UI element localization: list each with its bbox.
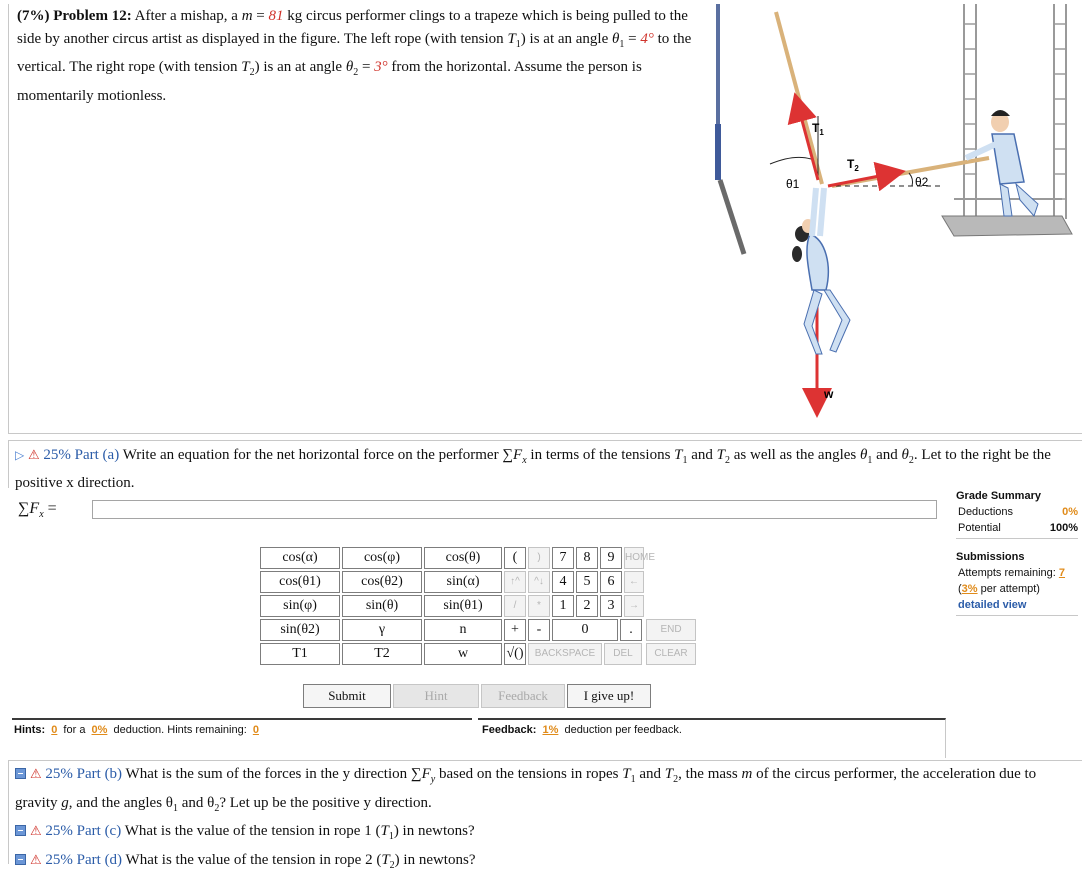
key-9[interactable]: 9 <box>600 547 622 569</box>
T2-arrow <box>828 172 900 186</box>
part-c-row[interactable]: ⚠ 25% Part (c) What is the value of the tension in rope 1 $(T_1)$ in newtons? <box>15 820 1076 849</box>
key-home[interactable]: HOME <box>624 547 644 569</box>
key-3[interactable]: 3 <box>600 595 622 617</box>
key-sin-2[interactable]: sin(θ2) <box>260 619 340 641</box>
problem-panel <box>8 4 1082 434</box>
problem-statement: (7%) Problem 12: After a mishap, a m = 81 kg circus performer clings to a trapeze which is being pulled to the side by another circus artist as displayed in the figure. The left rope (with tension $T_1$) is at an angle $\theta_1 = 4^\circ$ to the vertical. The right rope (with tension $T_2$) is an at angle $\theta_2 = 3^\circ$ from the horizontal. Assume the person is momentarily motionless. <box>17 5 707 107</box>
grade-summary-title: Grade Summary <box>956 488 1078 504</box>
problem-weight: (7%) <box>17 8 50 24</box>
hints-remaining: 0 <box>250 724 262 736</box>
key-sqrt[interactable]: √() <box>504 643 526 665</box>
warning-icon: ⚠ <box>30 766 42 781</box>
key-2[interactable]: 2 <box>576 595 598 617</box>
key-t2[interactable]: T2 <box>342 643 422 665</box>
key-right-arrow[interactable]: → <box>624 595 644 617</box>
key-6[interactable]: 6 <box>600 571 622 593</box>
w-label: w <box>823 387 834 401</box>
key-left-arrow[interactable]: ← <box>624 571 644 593</box>
expand-icon[interactable]: ▷ <box>15 448 24 462</box>
collapse-icon[interactable] <box>15 854 26 865</box>
deductions-value: 0% <box>1062 504 1078 520</box>
key-gamma[interactable]: γ <box>342 619 422 641</box>
key-5[interactable]: 5 <box>576 571 598 593</box>
trapeze-figure <box>704 4 1082 432</box>
answer-label: $\sum F_x$ = <box>18 496 57 528</box>
answer-input[interactable] <box>92 500 937 519</box>
theta1-value: 4° <box>640 31 654 47</box>
key-4[interactable]: 4 <box>552 571 574 593</box>
warning-icon: ⚠ <box>30 823 42 838</box>
detailed-view-link[interactable]: detailed view <box>958 599 1026 611</box>
theta2-label: θ2 <box>915 175 929 189</box>
collapse-icon[interactable] <box>15 825 26 836</box>
warning-icon: ⚠ <box>30 852 42 867</box>
key-8[interactable]: 8 <box>576 547 598 569</box>
key-del[interactable]: DEL <box>604 643 642 665</box>
part-d-row[interactable]: ⚠ 25% Part (d) What is the value of the tension in rope 2 $(T_2)$ in newtons? <box>15 849 1076 877</box>
key-sin-1[interactable]: sin(θ1) <box>424 595 502 617</box>
key-plus[interactable]: + <box>504 619 526 641</box>
key-close-paren[interactable]: ) <box>528 547 550 569</box>
hanging-performer <box>792 188 850 354</box>
problem-label: Problem 12: <box>53 8 131 24</box>
key-cos-2[interactable]: cos(θ2) <box>342 571 422 593</box>
key-cos-1[interactable]: cos(θ1) <box>260 571 340 593</box>
T2-label: $T_2$ <box>847 157 859 173</box>
theta2-arc <box>909 173 913 186</box>
rope-1 <box>776 12 822 184</box>
warning-icon: ⚠ <box>28 447 40 462</box>
attempts-remaining: 7 <box>1059 567 1065 579</box>
key-cos[interactable]: cos(φ) <box>342 547 422 569</box>
key-backspace[interactable]: BACKSPACE <box>528 643 602 665</box>
part-a-header: ▷ ⚠ 25% Part (a) Write an equation for the net horizontal force on the performer $\sum F_x$ in terms of the tensions $T_1$ and $T_2$ as well as the angles $\theta_1$ and $\theta_2$. Let to the right be the positive x direction. <box>8 440 1082 488</box>
grade-summary: Grade Summary Deductions 0% Potential 100% Submissions Attempts remaining: 7 (3% per attempt) detailed view <box>956 488 1078 626</box>
feedback-button[interactable]: Feedback <box>481 684 565 708</box>
mass-value: 81 <box>269 8 284 24</box>
theta2-value: 3° <box>374 59 388 75</box>
T1-arrow <box>796 98 818 180</box>
key-7[interactable]: 7 <box>552 547 574 569</box>
key-1[interactable]: 1 <box>552 595 574 617</box>
key-exponent-up[interactable]: ↑^ <box>504 571 526 593</box>
key-sin[interactable]: sin(θ) <box>342 595 422 617</box>
key-sin[interactable]: sin(α) <box>424 571 502 593</box>
key-end[interactable]: END <box>646 619 696 641</box>
key-decimal[interactable]: . <box>620 619 642 641</box>
hints-bar: Hints: 0 for a 0% deduction. Hints remaining: 0 <box>12 718 472 758</box>
other-parts <box>8 760 1082 864</box>
collapse-icon[interactable] <box>15 768 26 779</box>
key-cos[interactable]: cos(θ) <box>424 547 502 569</box>
theta1-label: θ1 <box>786 177 800 191</box>
key-clear[interactable]: CLEAR <box>646 643 696 665</box>
part-a-weight: 25% Part (a) <box>43 447 119 463</box>
key-sin[interactable]: sin(φ) <box>260 595 340 617</box>
T1-label: $T_1$ <box>812 121 824 137</box>
potential-value: 100% <box>1050 520 1078 536</box>
key-0[interactable]: 0 <box>552 619 618 641</box>
left-trapeze <box>718 4 744 254</box>
key-open-paren[interactable]: ( <box>504 547 526 569</box>
key-multiply[interactable]: * <box>528 595 550 617</box>
key-exponent-down[interactable]: ^↓ <box>528 571 550 593</box>
key-cos[interactable]: cos(α) <box>260 547 340 569</box>
hints-count: 0 <box>48 724 60 736</box>
ladder <box>964 4 1066 219</box>
submit-button[interactable]: Submit <box>303 684 391 708</box>
feedback-bar: Feedback: 1% deduction per feedback. <box>478 718 946 758</box>
answer-row <box>18 496 948 524</box>
theta1-arc <box>770 157 811 164</box>
give-up-button[interactable]: I give up! <box>567 684 651 708</box>
key-t1[interactable]: T1 <box>260 643 340 665</box>
key-w[interactable]: w <box>424 643 502 665</box>
key-n[interactable]: n <box>424 619 502 641</box>
part-b-row[interactable]: ⚠ 25% Part (b) What is the sum of the forces in the y direction $\sum F_y$ based on the tensions in ropes $T_1$ and $T_2$, the mass m of the circus performer, the acceleration due to gravity g, and the angles $\theta_1$ and $\theta_2$? Let up be the positive y direction. <box>15 763 1076 820</box>
key-minus[interactable]: - <box>528 619 550 641</box>
hint-button[interactable]: Hint <box>393 684 479 708</box>
key-divide[interactable]: / <box>504 595 526 617</box>
